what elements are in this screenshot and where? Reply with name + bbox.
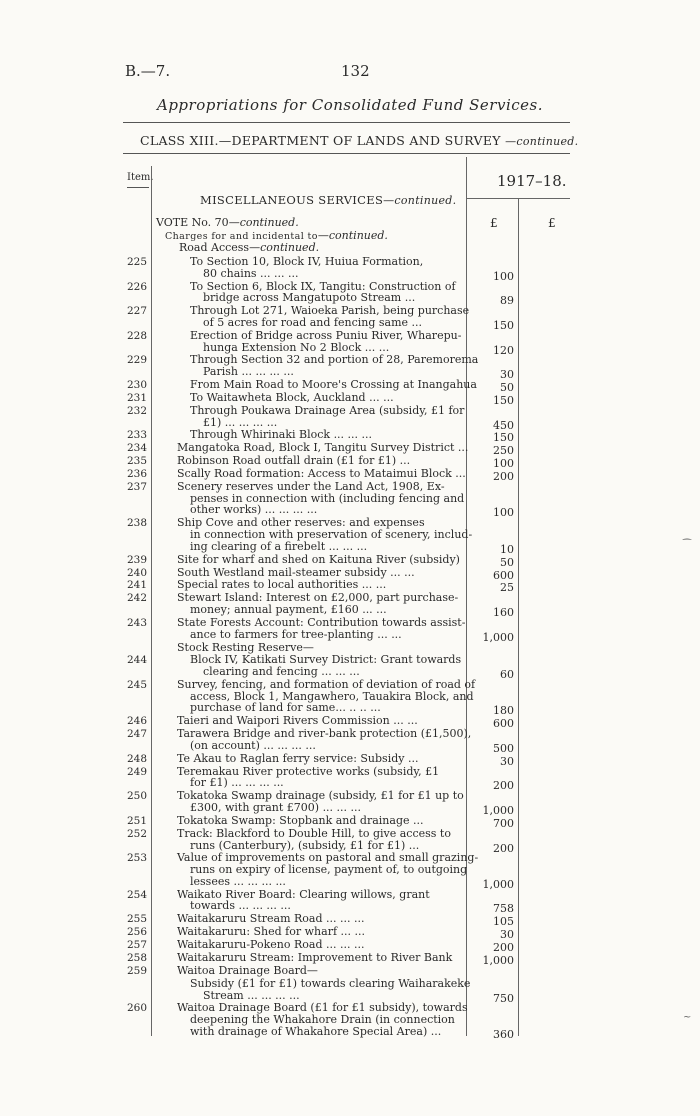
entry-text-line: Robinson Road outfall drain (£1 for £1) ... bbox=[177, 454, 411, 468]
class-heading-suffix: —continued. bbox=[505, 135, 579, 148]
entry-text-line: Block IV, Katikati Survey District: Grant towards bbox=[190, 653, 462, 667]
entry-text-line: Scenery reserves under the Land Act, 1908, Ex- bbox=[177, 480, 445, 493]
item-number: 237 bbox=[127, 481, 148, 493]
entry-amount: 1,000 bbox=[482, 630, 514, 644]
entry-amount: 150 bbox=[493, 431, 514, 445]
entry-text-line: bridge across Mangatupoto Stream ... bbox=[203, 291, 416, 305]
entry-amount: 100 bbox=[493, 506, 514, 520]
entry-text-line: for £1) ... ... ... ... bbox=[190, 776, 284, 790]
class-heading-text: CLASS XIII.—DEPARTMENT OF LANDS AND SURVEY bbox=[140, 133, 501, 148]
vote-heading bbox=[156, 216, 299, 229]
item-column-divider bbox=[151, 166, 152, 1036]
entry-text-line: Special rates to local authorities ... ... bbox=[177, 578, 387, 592]
entry-text-line: ing clearing of a firebelt ... ... ... bbox=[190, 539, 368, 553]
entry-amount: 750 bbox=[493, 991, 514, 1005]
item-number: 249 bbox=[127, 765, 148, 778]
entry-text-line: Tokatoka Swamp drainage (subsidy, £1 for £1 up to bbox=[177, 789, 464, 803]
entry-amount: 200 bbox=[493, 941, 514, 955]
entry-text-line: £300, with grant £700) ... ... ... bbox=[190, 801, 362, 814]
entry-text-line: Parish ... ... ... ... bbox=[203, 365, 294, 379]
entry-amount: 105 bbox=[493, 915, 514, 929]
entry-amount: 150 bbox=[493, 393, 514, 407]
entry-text-line: Tarawera Bridge and river-bank protection (£1,500), bbox=[177, 727, 472, 741]
item-number: 245 bbox=[127, 679, 148, 691]
entry-amount: 600 bbox=[493, 568, 514, 582]
item-number: 241 bbox=[127, 579, 148, 592]
entry-text-line: other works) ... ... ... ... bbox=[190, 503, 318, 517]
entry-amount: 200 bbox=[493, 841, 514, 855]
entry-text-line: Waitakaruru Stream Road ... ... ... bbox=[177, 912, 365, 926]
entry-amount: 100 bbox=[493, 457, 514, 471]
entry-amount: 10 bbox=[500, 542, 514, 556]
item-number: 239 bbox=[127, 553, 148, 566]
item-number: 256 bbox=[127, 926, 148, 939]
item-number: 227 bbox=[127, 305, 148, 318]
vote-label-suffix: —continued. bbox=[228, 216, 299, 229]
entry-text-line: Waitoa Drainage Board— bbox=[177, 963, 318, 977]
entry-text-line: Te Akau to Raglan ferry service: Subsidy ... bbox=[177, 751, 419, 765]
entry-text-line: Subsidy (£1 for £1) towards clearing Waiharakeke bbox=[190, 976, 471, 990]
entry-text-line: South Westland mail-steamer subsidy ... ... bbox=[177, 565, 415, 579]
amount-column-divider-mid bbox=[518, 198, 519, 1036]
entry-amount: 89 bbox=[500, 294, 514, 308]
entry-amount: 700 bbox=[493, 816, 514, 830]
item-number: 250 bbox=[127, 790, 148, 803]
entry-text-line: Waitoa Drainage Board (£1 for £1 subsidy), towards bbox=[177, 1001, 468, 1015]
entry-text-line: in connection with preservation of scenery, includ- bbox=[190, 528, 473, 541]
item-number: 243 bbox=[127, 616, 148, 629]
entry-text-line: Tokatoka Swamp: Stopbank and drainage ... bbox=[177, 813, 424, 827]
entry-text-line: Teremakau River protective works (subsidy, £1 bbox=[177, 764, 440, 778]
entry-text-line: Ship Cove and other reserves: and expenses bbox=[177, 516, 425, 530]
top-rule bbox=[123, 122, 570, 123]
entry-text-line: 80 chains ... ... ... bbox=[203, 266, 299, 280]
entry-text-line: Waikato River Board: Clearing willows, grant bbox=[177, 887, 430, 901]
item-number: 254 bbox=[127, 888, 148, 901]
item-number: 253 bbox=[127, 852, 148, 865]
section-heading-text: MISCELLANEOUS SERVICES bbox=[200, 193, 384, 207]
entry-amount: 30 bbox=[500, 754, 514, 768]
margin-mark: ' bbox=[150, 352, 153, 363]
entry-text-line: runs on expiry of license, payment of, to outgoing bbox=[190, 863, 468, 877]
item-number: 255 bbox=[127, 913, 148, 926]
entry-amount: 30 bbox=[500, 368, 514, 382]
entry-amount: 758 bbox=[493, 902, 514, 916]
entry-text-line: Site for wharf and shed on Kaituna River (subsidy) bbox=[177, 552, 460, 566]
entry-amount: 250 bbox=[493, 444, 514, 458]
item-number: 229 bbox=[127, 354, 148, 367]
entry-text-line: clearing and fencing ... ... ... bbox=[203, 665, 360, 679]
entry-text-line: with drainage of Whakahore Special Area) ... bbox=[190, 1024, 442, 1038]
entry-text-line: To Section 10, Block IV, Huiua Formation, bbox=[190, 255, 424, 268]
margin-mark: ~ bbox=[683, 1012, 692, 1023]
entry-text-line: Through Lot 271, Waioeka Parish, being purchase bbox=[190, 304, 470, 318]
entry-amount: 50 bbox=[500, 381, 514, 394]
page-number: 132 bbox=[341, 62, 370, 80]
road-access-suffix: —continued. bbox=[249, 241, 320, 254]
entry-text-line: Track: Blackford to Double Hill, to give access to bbox=[177, 826, 451, 840]
item-number: 259 bbox=[127, 964, 148, 977]
section-heading-suffix: —continued. bbox=[383, 194, 457, 207]
entry-amount: 1,000 bbox=[482, 954, 514, 967]
entry-amount: 1,000 bbox=[482, 804, 514, 817]
item-number: 235 bbox=[127, 455, 148, 468]
item-number: 260 bbox=[127, 1002, 148, 1015]
item-number: 252 bbox=[127, 827, 148, 840]
item-number: 232 bbox=[127, 404, 148, 417]
entry-text-line: Through Poukawa Drainage Area (subsidy, £1 for bbox=[190, 403, 465, 417]
item-number: 251 bbox=[127, 814, 148, 827]
entry-amount: 200 bbox=[493, 779, 514, 793]
class-heading bbox=[140, 133, 578, 148]
entry-text-line: towards ... ... ... ... bbox=[190, 899, 291, 913]
item-number: 236 bbox=[127, 468, 148, 481]
item-column-header: Item. bbox=[127, 172, 154, 183]
entry-amount: 120 bbox=[493, 343, 514, 357]
entry-text-line: Scally Road formation: Access to Mataimui Block ... bbox=[177, 467, 466, 481]
item-number: 228 bbox=[127, 329, 148, 342]
entry-amount: 60 bbox=[500, 668, 514, 682]
entry-text-line: To Section 6, Block IX, Tangitu: Construction of bbox=[190, 279, 456, 293]
page-reference: B.—7. bbox=[125, 62, 171, 80]
item-number: 247 bbox=[127, 728, 148, 741]
item-header-rule bbox=[127, 187, 149, 188]
entry-text-line: penses in connection with (including fencing and bbox=[190, 491, 465, 505]
entry-text-line: State Forests Account: Contribution towards assist- bbox=[177, 615, 466, 629]
entry-amount: 160 bbox=[493, 606, 514, 619]
entry-text-line: Waitakaruru Stream: Improvement to River Bank bbox=[177, 951, 453, 964]
entry-text-line: hunga Extension No 2 Block ... ... bbox=[203, 340, 390, 354]
item-number: 230 bbox=[127, 379, 148, 391]
entry-text-line: Erection of Bridge across Puniu River, Wharepu- bbox=[190, 328, 462, 342]
entry-text-line: purchase of land for same... .. .. ... bbox=[190, 701, 381, 715]
charges-label-suffix: —continued. bbox=[317, 229, 388, 242]
entry-text-line: lessees ... ... ... ... bbox=[190, 874, 286, 888]
entry-text-line: From Main Road to Moore's Crossing at Inangahua bbox=[190, 378, 477, 391]
entry-text-line: money; annual payment, £160 ... ... bbox=[190, 603, 387, 616]
entry-text-line: Value of improvements on pastoral and small grazing- bbox=[177, 851, 479, 865]
item-number: 234 bbox=[127, 442, 148, 455]
item-number: 240 bbox=[127, 566, 148, 579]
entry-amount: 30 bbox=[500, 928, 514, 942]
entry-text-line: Through Whirinaki Block ... ... ... bbox=[190, 428, 373, 442]
entry-text-line: To Waitawheta Block, Auckland ... ... bbox=[190, 390, 394, 404]
item-number: 233 bbox=[127, 429, 148, 442]
entry-text-line: access, Block 1, Mangawhero, Tauakira Block, and bbox=[190, 689, 474, 703]
entry-text-line: Stream ... ... ... ... bbox=[203, 988, 300, 1002]
entry-text-line: Through Section 32 and portion of 28, Paremorema bbox=[190, 353, 479, 367]
entry-amount: 500 bbox=[493, 741, 514, 755]
entry-amount: 200 bbox=[493, 470, 514, 484]
entry-amount: 180 bbox=[493, 704, 514, 718]
entry-amount: 100 bbox=[493, 269, 514, 283]
year-heading: 1917–18. bbox=[497, 172, 567, 190]
item-number: 226 bbox=[127, 280, 148, 293]
entry-text-line: Stewart Island: Interest on £2,000, part purchase- bbox=[177, 591, 459, 605]
section-heading bbox=[200, 193, 456, 207]
entry-text-line: ance to farmers for tree-planting ... ... bbox=[190, 627, 402, 641]
pound-symbol-col2: £ bbox=[548, 216, 556, 230]
entry-amount: 150 bbox=[493, 318, 514, 332]
page-title: Appropriations for Consolidated Fund Services. bbox=[156, 96, 543, 114]
entry-text-line: Stock Resting Reserve— bbox=[177, 640, 314, 654]
item-number: 258 bbox=[127, 952, 148, 964]
entry-text-line: deepening the Whakahore Drain (in connection bbox=[190, 1013, 455, 1027]
road-access-label: Road Access bbox=[179, 241, 250, 254]
entry-amount: 1,000 bbox=[482, 877, 514, 891]
charges-label: Charges for and incidental to bbox=[165, 231, 318, 242]
entry-text-line: runs (Canterbury), (subsidy, £1 for £1) ... bbox=[190, 838, 420, 852]
entry-amount: 450 bbox=[493, 418, 514, 432]
vote-label: VOTE No. 70 bbox=[156, 216, 229, 229]
entry-amount: 50 bbox=[500, 555, 514, 569]
item-number: 242 bbox=[127, 592, 148, 605]
item-number: 257 bbox=[127, 939, 148, 952]
entry-text-line: of 5 acres for road and fencing same ... bbox=[203, 315, 423, 329]
entry-amount: 360 bbox=[493, 1027, 514, 1041]
item-number: 225 bbox=[127, 256, 148, 268]
entry-amount: 25 bbox=[500, 581, 514, 595]
item-number: 238 bbox=[127, 517, 148, 530]
item-number: 248 bbox=[127, 752, 148, 765]
middle-rule bbox=[123, 153, 570, 154]
item-number: 246 bbox=[127, 715, 148, 728]
entry-amount: 600 bbox=[493, 717, 514, 731]
entry-text-line: Survey, fencing, and formation of deviation of road of bbox=[177, 678, 476, 691]
entry-text-line: £1) ... ... ... ... bbox=[203, 415, 278, 429]
entry-text-line: Waitakaruru: Shed for wharf ... ... bbox=[177, 925, 365, 939]
entry-text-line: Waitakaruru-Pokeno Road ... ... ... bbox=[177, 938, 365, 952]
entry-text-line: Mangatoka Road, Block I, Tangitu Survey District ... bbox=[177, 441, 469, 455]
road-access-heading bbox=[179, 241, 319, 254]
pound-symbol-col1: £ bbox=[490, 216, 498, 230]
margin-mark: ⁀ bbox=[683, 540, 692, 551]
item-number: 231 bbox=[127, 391, 148, 404]
item-number: 244 bbox=[127, 654, 148, 667]
entry-text-line: Taieri and Waipori Rivers Commission ... ... bbox=[177, 714, 418, 728]
year-underline bbox=[466, 198, 570, 199]
entry-text-line: (on account) ... ... ... ... bbox=[190, 738, 316, 752]
